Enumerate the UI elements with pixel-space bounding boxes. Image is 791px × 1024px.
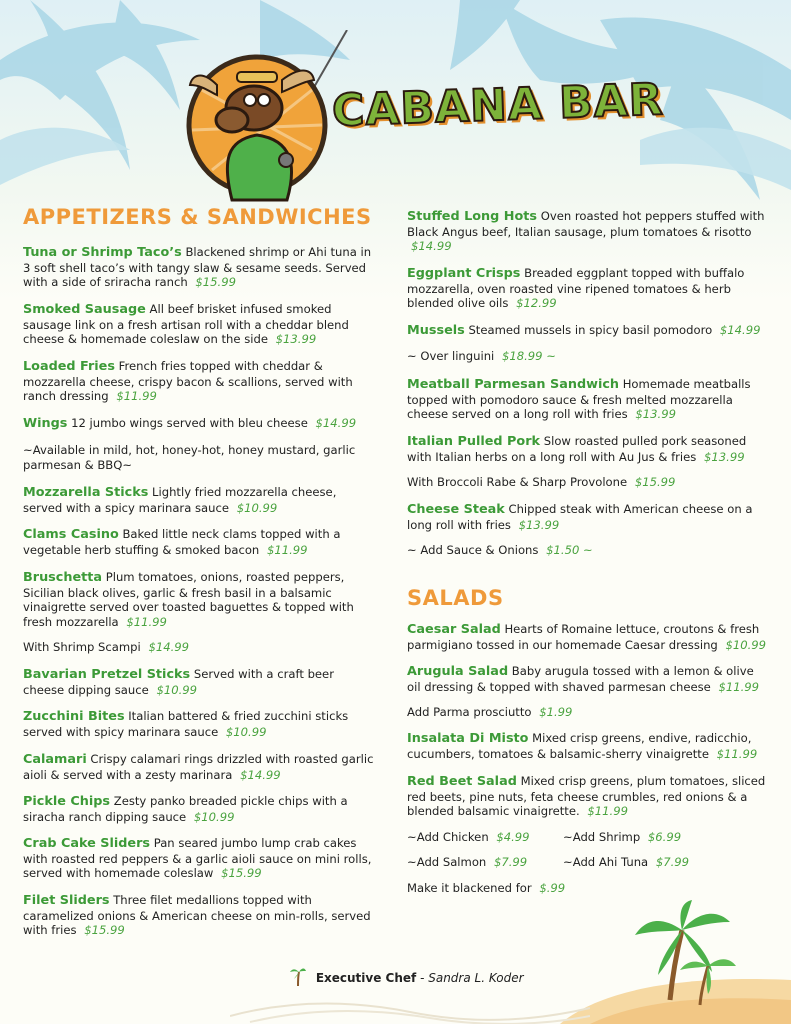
- item-name: Mozzarella Sticks: [23, 485, 149, 500]
- item-name: Smoked Sausage: [23, 302, 146, 317]
- menu-item-red-beet-salad: [407, 774, 769, 819]
- addon-price: $7.99: [655, 855, 690, 869]
- arugula-addon-note: [407, 705, 572, 719]
- addon-label: ~ Add Sauce & Onions: [407, 543, 539, 557]
- menu-item-crab-cake-sliders: [23, 836, 375, 881]
- item-name: Filet Sliders: [23, 893, 110, 908]
- addon-price: $6.99: [647, 830, 682, 844]
- addon-price: $4.99: [496, 830, 530, 844]
- item-price: $15.99: [195, 275, 236, 290]
- item-description: Breaded eggplant topped with buffalo mozzarella, oven roasted vine ripened tomatoes & herb blended olive oils: [407, 266, 745, 311]
- bruschetta-addon-note: [23, 640, 189, 654]
- item-description: All beef brisket infused smoked sausage link on a fresh artisan roll with a cheddar blend cheese & homemade coleslaw on the side: [23, 302, 349, 347]
- item-name: Cheese Steak: [407, 502, 505, 517]
- item-name: Insalata Di Misto: [407, 731, 529, 746]
- item-description: 12 jumbo wings served with bleu cheese: [71, 416, 308, 430]
- footer-separator: -: [416, 971, 429, 985]
- item-price: $11.99: [266, 542, 308, 557]
- menu-item-bavarian-pretzel-sticks: [23, 667, 375, 697]
- item-name: Zucchini Bites: [23, 709, 125, 724]
- item-price: $11.99: [126, 614, 167, 629]
- item-name: Bavarian Pretzel Sticks: [23, 667, 191, 682]
- footer-chef-name: Sandra L. Koder: [428, 971, 524, 985]
- item-name: Clams Casino: [23, 527, 119, 542]
- addon-label: ~ Over linguini: [407, 349, 495, 363]
- add-shrimp-note: [563, 830, 681, 844]
- blackened-note: [407, 881, 565, 895]
- item-price: $10.99: [725, 637, 767, 652]
- item-name: Arugula Salad: [407, 664, 509, 679]
- item-name: Meatball Parmesan Sandwich: [407, 377, 620, 392]
- add-salmon-note: [407, 855, 527, 869]
- item-name: Caesar Salad: [407, 622, 501, 637]
- item-description: Lightly fried mozzarella cheese, served with a spicy marinara sauce: [23, 485, 337, 515]
- item-name: Crab Cake Sliders: [23, 836, 151, 851]
- salads-heading: SALADS: [407, 586, 504, 610]
- menu-item-bruschetta: [23, 570, 375, 629]
- addon-label: ~Add Ahi Tuna: [563, 855, 649, 869]
- item-description: Served with a craft beer cheese dipping sauce: [23, 667, 334, 697]
- addon-price: $18.99 ~: [501, 349, 556, 363]
- pulled-pork-addon-note: [407, 475, 675, 489]
- addon-price: $.99: [539, 881, 566, 895]
- mussels-linguini-note: [407, 349, 556, 363]
- item-price: $13.99: [518, 517, 560, 532]
- menu-item-eggplant-crisps: [407, 266, 769, 311]
- item-description: Hearts of Romaine lettuce, croutons & fresh parmigiano tossed in our homemade Caesar dressing: [407, 622, 760, 652]
- menu-item-clams-casino: [23, 527, 375, 557]
- menu-item-pickle-chips: [23, 794, 375, 824]
- add-chicken-note: [407, 830, 530, 844]
- menu-item-filet-sliders: [23, 893, 375, 938]
- item-name: Red Beet Salad: [407, 774, 517, 789]
- item-description: Pan seared jumbo lump crab cakes with roasted red peppers & a garlic aioli sauce on mini rolls, served with homemade coleslaw: [23, 836, 372, 881]
- item-price: $10.99: [193, 809, 235, 824]
- item-name: Tuna or Shrimp Taco’s: [23, 245, 182, 260]
- item-description: Oven roasted hot peppers stuffed with Black Angus beef, Italian sausage, plum tomatoes & risotto: [407, 209, 765, 239]
- item-description: Plum tomatoes, onions, roasted peppers, Sicilian black olives, garlic & fresh basil in a balsamic vinaigrette served over toasted baguettes & topped with fresh mozzarella: [23, 570, 354, 629]
- cabana-bar-logo-title: CABANA BAR: [331, 74, 665, 137]
- item-name: Calamari: [23, 752, 87, 767]
- item-price: $12.99: [516, 296, 557, 311]
- item-description: Baked little neck clams topped with a vegetable herb stuffing & smoked bacon: [23, 527, 341, 557]
- moose-mascot-logo: [162, 30, 352, 210]
- item-price: $14.99: [411, 239, 452, 254]
- item-name: Mussels: [407, 323, 465, 338]
- item-price: $15.99: [221, 866, 262, 881]
- item-name: Italian Pulled Pork: [407, 434, 541, 449]
- wings-sauce-note: ~Available in mild, hot, honey-hot, honey mustard, garlic parmesan & BBQ~: [23, 443, 356, 472]
- item-price: $14.99: [719, 323, 761, 337]
- footer-credit: [290, 966, 524, 986]
- item-name: Eggplant Crisps: [407, 266, 521, 281]
- item-price: $13.99: [275, 332, 317, 347]
- addon-label: ~Add Salmon: [407, 855, 487, 869]
- item-name: Wings: [23, 416, 68, 431]
- palm-tree-icon: [290, 966, 306, 986]
- menu-item-loaded-fries: [23, 359, 375, 404]
- item-description: Mixed crisp greens, plum tomatoes, sliced red beets, pine nuts, feta cheese crumbles, red onions & a blended balsamic vinaigrette.: [407, 774, 766, 819]
- menu-item-wings: [23, 416, 375, 432]
- item-description: Zesty panko breaded pickle chips with a siracha ranch dipping sauce: [23, 794, 348, 824]
- item-description: Homemade meatballs topped with pomodoro sauce & fresh melted mozzarella cheese served on a long roll with fries: [407, 377, 751, 422]
- menu-item-insalata-di-misto: [407, 731, 769, 761]
- menu-item-tuna-shrimp-tacos: [23, 245, 375, 290]
- menu-item-arugula-salad: [407, 664, 769, 694]
- item-price: $15.99: [84, 923, 125, 938]
- item-description: Slow roasted pulled pork seasoned with Italian herbs on a long roll with Au Jus & fries: [407, 434, 747, 464]
- item-price: $11.99: [716, 746, 758, 761]
- add-ahi-tuna-note: [563, 855, 689, 869]
- item-name: Loaded Fries: [23, 359, 115, 374]
- item-name: Pickle Chips: [23, 794, 111, 809]
- addon-price: $1.50 ~: [546, 543, 593, 557]
- item-price: $14.99: [315, 416, 357, 430]
- item-price: $14.99: [240, 767, 281, 782]
- menu-item-meatball-parmesan-sandwich: [407, 377, 769, 422]
- appetizers-heading: APPETIZERS & SANDWICHES: [23, 205, 372, 229]
- menu-item-stuffed-long-hots: [407, 209, 769, 254]
- addon-price: $15.99: [634, 475, 676, 489]
- item-description: Crispy calamari rings drizzled with roasted garlic aioli & served with a zesty marinara: [23, 752, 374, 782]
- item-price: $11.99: [718, 679, 760, 694]
- item-description: Italian battered & fried zucchini sticks served with spicy marinara sauce: [23, 709, 349, 739]
- addon-label: Add Parma prosciutto: [407, 705, 532, 719]
- item-description: Chipped steak with American cheese on a long roll with fries: [407, 502, 753, 532]
- item-description: French fries topped with cheddar & mozzarella cheese, crispy bacon & scallions, served with ranch dressing: [23, 359, 353, 404]
- menu-item-mussels: [407, 323, 769, 339]
- item-price: $13.99: [635, 407, 676, 422]
- menu-item-calamari: [23, 752, 375, 782]
- item-price: $11.99: [587, 804, 628, 819]
- item-description: Mixed crisp greens, endive, radicchio, cucumbers, tomatoes & balsamic-sherry vinaigrette: [407, 731, 752, 761]
- item-price: $11.99: [116, 389, 157, 404]
- footer-label: Executive Chef: [315, 971, 417, 985]
- item-name: Bruschetta: [23, 570, 103, 585]
- item-price: $10.99: [156, 682, 198, 697]
- footer-wave-decoration: [230, 994, 590, 1024]
- addon-label: With Shrimp Scampi: [23, 640, 141, 654]
- addon-label: Make it blackened for: [407, 881, 532, 895]
- cheese-steak-addon-note: [407, 543, 593, 557]
- menu-item-italian-pulled-pork: [407, 434, 769, 464]
- item-price: $10.99: [236, 500, 278, 515]
- item-description: Blackened shrimp or Ahi tuna in 3 soft shell taco’s with tangy slaw & sesame seeds. Served with a side of sriracha ranch: [23, 245, 372, 290]
- item-description: Three filet medallions topped with caramelized onions & American cheese on min-rolls, served with fries: [23, 893, 371, 938]
- item-description: Baby arugula tossed with a lemon & olive oil dressing & topped with shaved parmesan cheese: [407, 664, 754, 694]
- beach-palm-island-art: [560, 900, 791, 1024]
- addon-price: $14.99: [148, 640, 190, 654]
- addon-label: ~Add Shrimp: [563, 830, 641, 844]
- addon-price: $1.99: [539, 705, 573, 719]
- addon-label: ~Add Chicken: [407, 830, 489, 844]
- menu-item-mozzarella-sticks: [23, 485, 375, 515]
- item-name: Stuffed Long Hots: [407, 209, 538, 224]
- menu-item-zucchini-bites: [23, 709, 375, 739]
- menu-item-cheese-steak: [407, 502, 769, 532]
- addon-label: With Broccoli Rabe & Sharp Provolone: [407, 475, 628, 489]
- addon-price: $7.99: [493, 855, 528, 869]
- item-price: $10.99: [225, 724, 267, 739]
- menu-item-caesar-salad: [407, 622, 769, 652]
- item-description: Steamed mussels in spicy basil pomodoro: [468, 323, 713, 337]
- item-price: $13.99: [704, 449, 745, 464]
- menu-item-smoked-sausage: [23, 302, 375, 347]
